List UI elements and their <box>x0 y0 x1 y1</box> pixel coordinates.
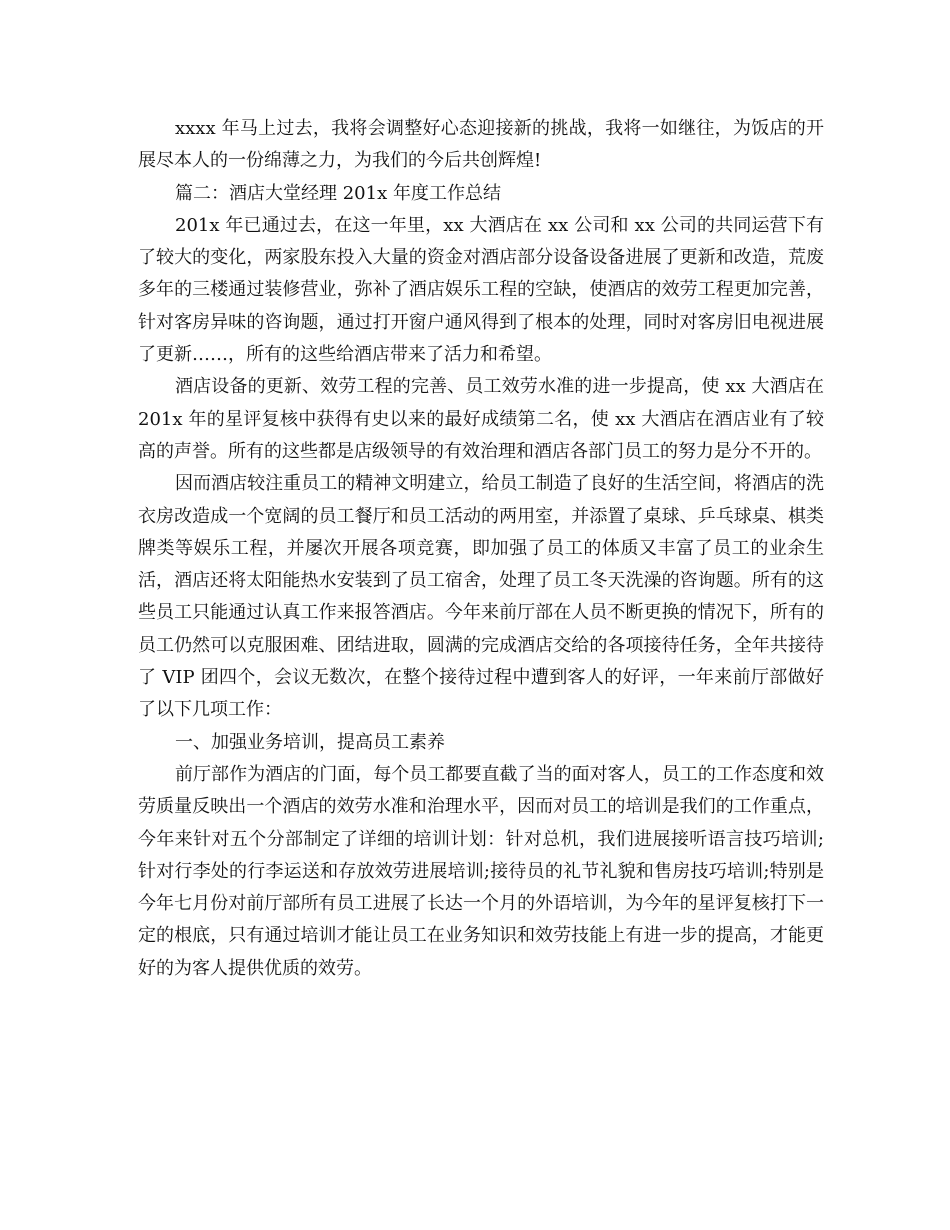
section-title-part-two: 篇二：酒店大堂经理 201x 年度工作总结 <box>175 182 501 204</box>
document-body <box>138 113 824 985</box>
section-heading-training: 一、加强业务培训，提高员工素养 <box>175 731 445 753</box>
paragraph-closing: xxxx 年马上过去，我将会调整好心态迎接新的挑战，我将一如继往，为饭店的开展尽本人的一份绵薄之力，为我们的今后共创辉煌! <box>138 118 824 172</box>
paragraph-star-rating: 酒店设备的更新、效劳工程的完善、员工效劳水准的进一步提高，使 xx 大酒店在 201x 年的星评复核中获得有史以来的最好成绩第二名，使 xx 大酒店在酒店业有了较高的声誉。所有的这些都是店级领导的有效治理和酒店各部门员工的努力是分不开的。 <box>138 376 824 462</box>
paragraph-staff-welfare: 因而酒店较注重员工的精神文明建立，给员工制造了良好的生活空间，将酒店的洗衣房改造成一个宽阔的员工餐厅和员工活动的两用室，并添置了桌球、乒乓球桌、棋类牌类等娱乐工程，并屡次开展各项竞赛，即加强了员工的体质又丰富了员工的业余生活，酒店还将太阳能热水安装到了员工宿舍，处理了员工冬天洗澡的咨询题。所有的这些员工只能通过认真工作来报答酒店。今年来前厅部在人员不断更换的情况下，所有的员工仍然可以克服困难、团结进取，圆满的完成酒店交给的各项接待任务，全年共接待了 VIP 团四个，会议无数次，在整个接待过程中遭到客人的好评，一年来前厅部做好了以下几项工作： <box>138 473 824 721</box>
paragraph-training-details: 前厅部作为酒店的门面，每个员工都要直截了当的面对客人，员工的工作态度和效劳质量反映出一个酒店的效劳水准和治理水平，因而对员工的培训是我们的工作重点，今年来针对五个分部制定了详细的培训计划：针对总机，我们进展接听语言技巧培训;针对行李处的行李运送和存放效劳进展培训;接待员的礼节礼貌和售房技巧培训;特别是今年七月份对前厅部所有员工进展了长达一个月的外语培训，为今年的星评复核打下一定的根底，只有通过培训才能让员工在业务知识和效劳技能上有进一步的提高，才能更好的为客人提供优质的效劳。 <box>138 763 824 979</box>
paragraph-year-overview: 201x 年已通过去，在这一年里，xx 大酒店在 xx 公司和 xx 公司的共同运营下有了较大的变化，两家股东投入大量的资金对酒店部分设备设备进展了更新和改造，荒废多年的三楼通过装修营业，弥补了酒店娱乐工程的空缺，使酒店的效劳工程更加完善，针对客房异味的咨询题，通过打开窗户通风得到了根本的处理，同时对客房旧电视进展了更新……，所有的这些给酒店带来了活力和希望。 <box>138 214 824 366</box>
